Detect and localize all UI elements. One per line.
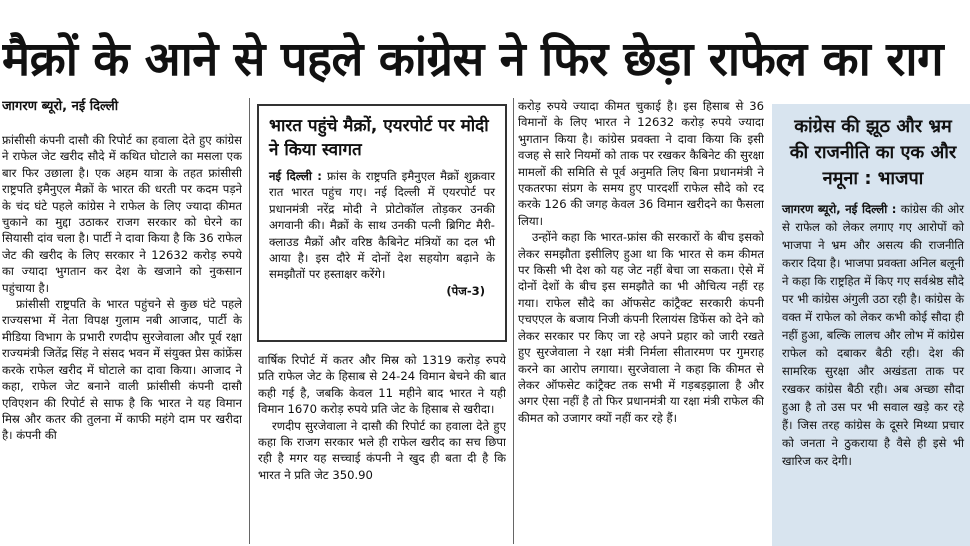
article-paragraph: वार्षिक रिपोर्ट में कतर और मिस्र को 1319 करोड़ रुपये प्रति राफेल जेट के हिसाब से 24-24 विमान बेचने की बात कही गई है, जबकि केवल 11 महीने बाद भारत ने यही विमान 1670 करोड़ रुपये प्रति जेट के हिसाब से खरीदा।: [258, 353, 506, 417]
box-title: भारत पहुंचे मैक्रों, एयरपोर्ट पर मोदी ने किया स्वागत: [269, 116, 489, 160]
sidebar-text: कांग्रेस की ओर से राफेल को लेकर लगाए गए आरोपों को भाजपा ने भ्रम और असत्य की राजनीति करार दिया है। भाजपा प्रवक्ता अनिल बलूनी ने कहा कि राष्ट्रहित में किए गए सर्वश्रेष्ठ सौदे पर भी कांग्रेस अंगुली उठा रही है। कांग्रेस के वक्त में राफेल को लेकर कभी कोई सौदा ही नहीं हुआ, बल्कि लालच और लोभ में कांग्रेस राफेल को दबाकर बैठी रही। देश की सामरिक सुरक्षा और अखंडता ताक पर रखकर कांग्रेस बैठी रही। अब अच्छा सौदा हुआ है तो उस पर भी सवाल खड़े कर रहे हैं। जिस तरह कांग्रेस के दूसरे मिथ्या प्रचार को जनता ने ठुकराया है वैसे ही इसे भी खारिज कर देगी।: [782, 202, 964, 468]
column-divider: [513, 98, 514, 544]
box-text: फ्रांस के राष्ट्रपति इमैनुएल मैक्रों शुक्रवार रात भारत पहुंच गए। नई दिल्ली में एयरपोर्ट पर प्रधानमंत्री नरेंद्र मोदी ने प्रोटोकॉल तोड़कर उनकी अगवानी की। मैक्रों के साथ उनकी पत्नी ब्रिगिट मैरी-क्लाउड मैक्रों और वरिष्ठ कैबिनेट मंत्रियों का दल भी आया है। इस दौरे में दोनों देश सहयोग बढ़ाने के समझौतों पर हस्ताक्षर करेंगे।: [269, 169, 495, 282]
article-column-2: [258, 352, 506, 544]
article-paragraph: करोड़ रुपये ज्यादा कीमत चुकाई है। इस हिसाब से 36 विमानों के लिए भारत ने 12632 करोड़ रुपये ज्यादा भुगतान किया है। कांग्रेस प्रवक्ता ने दावा किया कि इसी वजह से सारे नियमों को ताक पर रखकर कैबिनेट की सुरक्षा मामलों की समिति से पूर्व अनुमति लिए बिना प्रधानमंत्री ने एकतरफा संप्रग के समय हुए पारदर्शी राफेल सौदे को रद करके 126 की जगह केवल 36 विमान खरीदने का फैसला लिया।: [518, 99, 764, 228]
article-paragraph: फ्रांसीसी कंपनी दासौ की रिपोर्ट का हवाला देते हुए कांग्रेस ने राफेल जेट खरीद सौदे में कथित घोटाले का मसला एक बार फिर उछाला है। एक अहम यात्रा के तहत फ्रांसीसी राष्ट्रपति इमैनुएल मैक्रों के भारत की धरती पर कदम पड़ने के चंद घंटे पहले कांग्रेस ने राफेल के लिए ज्यादा कीमत चुकाने का मुद्दा उठाकर राजग सरकार को घेरने का सियासी दांव चला है। पार्टी ने दावा किया है कि 36 राफेल जेट की खरीद के लिए सरकार ने 12632 करोड़ रुपये का ज्यादा भुगतान कर देश के खजाने को नुकसान पहुंचाया है।: [2, 133, 242, 295]
box-dateline: नई दिल्ली :: [269, 169, 322, 183]
article-paragraph: रणदीप सुरजेवाला ने दासौ की रिपोर्ट का हवाला देते हुए कहा कि राजग सरकार भले ही राफेल खरीद का सच छिपा रही है मगर यह सच्चाई कंपनी ने खुद ही बता दी है कि भारत ने प्रति जेट 350.90: [258, 418, 506, 482]
article-column-1: [2, 98, 242, 544]
byline: जागरण ब्यूरो, नई दिल्ली: [2, 99, 119, 114]
news-box-macron-arrival: [257, 104, 507, 342]
sidebar-body: [782, 200, 964, 470]
sidebar-dateline: जागरण ब्यूरो, नई दिल्ली :: [782, 202, 897, 216]
headline: मैक्रों के आने से पहले कांग्रेस ने फिर छेड़ा राफेल का राग: [2, 32, 944, 87]
sidebar-title: कांग्रेस की झूठ और भ्रम की राजनीति का एक और नमूना : भाजपा: [789, 116, 957, 189]
column-divider: [249, 98, 250, 544]
box-body: [269, 168, 495, 283]
article-paragraph: उन्होंने कहा कि भारत-फ्रांस की सरकारों के बीच इसको लेकर समझौता इसीलिए हुआ था कि भारत से कम कीमत पर किसी भी देश को यह जेट नहीं बेचा जा सकता। ऐसे में दोनों देशों के बीच इस समझौते का भी औचित्य नहीं रह गया। राफेल सौदे का ऑफसेट कांट्रैक्ट सरकारी कंपनी एचएएल के बजाय निजी कंपनी रिलायंस डिफेंस को देने को लेकर सरकार पर किए जा रहे अपने प्रहार को जारी रखते हुए सुरजेवाला ने रक्षा मंत्री निर्मला सीतारमण पर गुमराह करने का आरोप लगाया। सुरजेवाला ने कहा कि कीमत से लेकर ऑफसेट कांट्रैक्ट तक सभी में गड़बड़झाला है और अगर ऐसा नहीं है तो फिर प्रधानमंत्री या रक्षा मंत्री राफेल की कीमत को उजागर क्यों नहीं कर रहे हैं।: [518, 230, 764, 425]
sidebar-story-bjp: [772, 104, 970, 546]
box-page-reference: (पेज-3): [446, 283, 485, 298]
article-column-3: [518, 98, 764, 544]
article-paragraph: फ्रांसीसी राष्ट्रपति के भारत पहुंचने से कुछ घंटे पहले राज्यसभा में नेता विपक्ष गुलाम नबी आजाद, पार्टी के मीडिया विभाग के प्रभारी रणदीप सुरजेवाला और पूर्व रक्षा राज्यमंत्री जितेंद्र सिंह ने संसद भवन में संयुक्त प्रेस कांफ्रेंस करके राफेल खरीद में घोटाले का दावा किया। आजाद ने कहा, राफेल जेट बनाने वाली फ्रांसीसी कंपनी दासौ एविएशन की रिपोर्ट से साफ है कि भारत ने यह विमान मिस्र और कतर की तुलना में काफी महंगे दाम पर खरीदा है। कंपनी की: [2, 297, 242, 443]
